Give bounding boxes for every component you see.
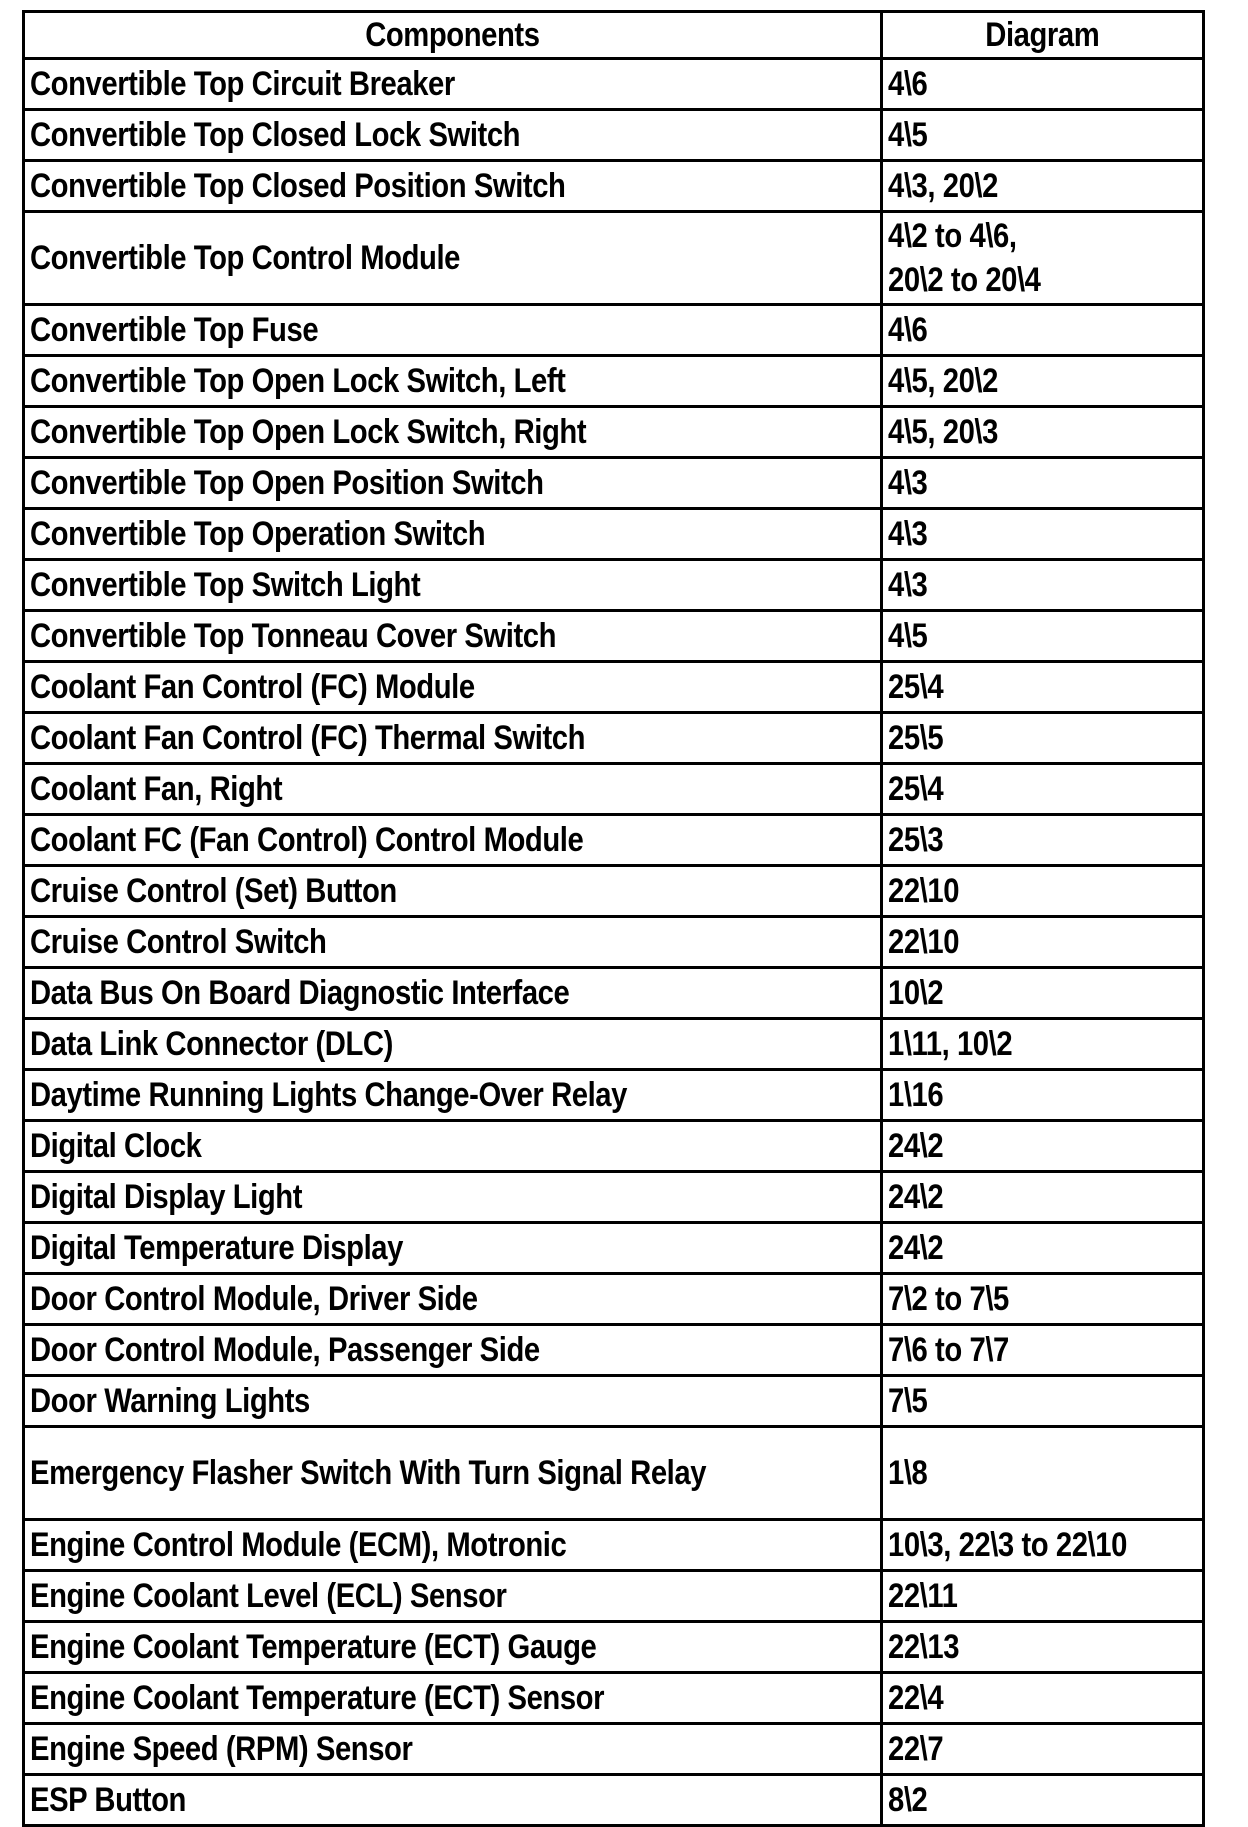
- component-cell: Engine Coolant Temperature (ECT) Sensor: [24, 1673, 882, 1724]
- diagram-cell: 22\7: [882, 1724, 1204, 1775]
- diagram-cell: 4\6: [882, 305, 1204, 356]
- diagram-cell: 25\4: [882, 662, 1204, 713]
- diagram-cell: 25\5: [882, 713, 1204, 764]
- diagram-cell: 1\8: [882, 1427, 1204, 1520]
- diagram-cell: 22\4: [882, 1673, 1204, 1724]
- diagram-cell: 4\3, 20\2: [882, 161, 1204, 212]
- table-row: [24, 1775, 1204, 1826]
- diagram-cell: 7\2 to 7\5: [882, 1274, 1204, 1325]
- diagram-cell: 22\10: [882, 917, 1204, 968]
- diagram-cell: 4\3: [882, 509, 1204, 560]
- diagram-cell: 24\2: [882, 1172, 1204, 1223]
- component-cell: Convertible Top Open Position Switch: [24, 458, 882, 509]
- component-cell: Coolant Fan, Right: [24, 764, 882, 815]
- table-row: [24, 1121, 1204, 1172]
- diagram-cell: 4\3: [882, 560, 1204, 611]
- table-row: [24, 458, 1204, 509]
- component-cell: Convertible Top Closed Lock Switch: [24, 110, 882, 161]
- diagram-cell: 25\3: [882, 815, 1204, 866]
- diagram-line: 20\2 to 20\4: [888, 261, 1041, 299]
- table-row: [24, 1376, 1204, 1427]
- table-row: [24, 1427, 1204, 1520]
- component-cell: Engine Speed (RPM) Sensor: [24, 1724, 882, 1775]
- table-row: [24, 110, 1204, 161]
- diagram-cell: 4\5: [882, 110, 1204, 161]
- table-row: [24, 1070, 1204, 1121]
- diagram-cell: 22\10: [882, 866, 1204, 917]
- table-row: [24, 59, 1204, 110]
- component-cell: ESP Button: [24, 1775, 882, 1826]
- diagram-cell: 4\6: [882, 59, 1204, 110]
- component-cell: Daytime Running Lights Change-Over Relay: [24, 1070, 882, 1121]
- table-row: [24, 356, 1204, 407]
- diagram-cell: 4\5, 20\2: [882, 356, 1204, 407]
- diagram-cell: 10\3, 22\3 to 22\10: [882, 1520, 1204, 1571]
- table-row: [24, 1622, 1204, 1673]
- component-cell: Engine Control Module (ECM), Motronic: [24, 1520, 882, 1571]
- component-cell: Convertible Top Circuit Breaker: [24, 59, 882, 110]
- diagram-cell: [882, 212, 1204, 305]
- component-cell: Digital Temperature Display: [24, 1223, 882, 1274]
- table-row: [24, 764, 1204, 815]
- table-row: [24, 1571, 1204, 1622]
- diagram-cell: 7\5: [882, 1376, 1204, 1427]
- component-table: [22, 10, 1205, 1827]
- diagram-cell: 22\13: [882, 1622, 1204, 1673]
- component-cell: Convertible Top Fuse: [24, 305, 882, 356]
- diagram-cell: 1\11, 10\2: [882, 1019, 1204, 1070]
- table-row: [24, 1019, 1204, 1070]
- table-row: [24, 917, 1204, 968]
- component-cell: Data Bus On Board Diagnostic Interface: [24, 968, 882, 1019]
- table-row: [24, 560, 1204, 611]
- diagram-cell: 4\5: [882, 611, 1204, 662]
- component-cell: Door Warning Lights: [24, 1376, 882, 1427]
- component-cell: Data Link Connector (DLC): [24, 1019, 882, 1070]
- component-cell: Engine Coolant Temperature (ECT) Gauge: [24, 1622, 882, 1673]
- table-row: [24, 611, 1204, 662]
- table-row: [24, 866, 1204, 917]
- component-cell: Cruise Control Switch: [24, 917, 882, 968]
- table-row: [24, 509, 1204, 560]
- diagram-line: 4\2 to 4\6,: [888, 217, 1017, 255]
- diagram-cell: 22\11: [882, 1571, 1204, 1622]
- header-row: [24, 12, 1204, 59]
- component-cell: Engine Coolant Level (ECL) Sensor: [24, 1571, 882, 1622]
- diagram-cell: 25\4: [882, 764, 1204, 815]
- component-cell: Emergency Flasher Switch With Turn Signal Relay: [24, 1427, 882, 1520]
- component-cell: Convertible Top Open Lock Switch, Right: [24, 407, 882, 458]
- component-cell: Door Control Module, Passenger Side: [24, 1325, 882, 1376]
- component-cell: Digital Display Light: [24, 1172, 882, 1223]
- table-row: [24, 713, 1204, 764]
- table-row: [24, 968, 1204, 1019]
- table-row: [24, 1673, 1204, 1724]
- table-row: [24, 1172, 1204, 1223]
- table-row: [24, 1223, 1204, 1274]
- table-row: [24, 161, 1204, 212]
- table-row: [24, 662, 1204, 713]
- component-cell: Coolant FC (Fan Control) Control Module: [24, 815, 882, 866]
- table-row: [24, 305, 1204, 356]
- component-cell: Convertible Top Switch Light: [24, 560, 882, 611]
- diagram-cell: 8\2: [882, 1775, 1204, 1826]
- table-row: [24, 1520, 1204, 1571]
- table-row: [24, 1274, 1204, 1325]
- diagram-cell: 24\2: [882, 1121, 1204, 1172]
- component-index-sheet: [22, 10, 1202, 1819]
- component-cell: Cruise Control (Set) Button: [24, 866, 882, 917]
- components-column-header: Components: [24, 12, 882, 59]
- component-cell: Digital Clock: [24, 1121, 882, 1172]
- table-row: [24, 407, 1204, 458]
- diagram-cell: 4\5, 20\3: [882, 407, 1204, 458]
- component-cell: Door Control Module, Driver Side: [24, 1274, 882, 1325]
- component-cell: Convertible Top Control Module: [24, 212, 882, 305]
- component-cell: Convertible Top Tonneau Cover Switch: [24, 611, 882, 662]
- diagram-cell: 1\16: [882, 1070, 1204, 1121]
- table-row: [24, 815, 1204, 866]
- table-row: [24, 212, 1204, 305]
- component-cell: Convertible Top Operation Switch: [24, 509, 882, 560]
- diagram-cell: 24\2: [882, 1223, 1204, 1274]
- component-cell: Coolant Fan Control (FC) Thermal Switch: [24, 713, 882, 764]
- diagram-cell: 7\6 to 7\7: [882, 1325, 1204, 1376]
- component-cell: Convertible Top Closed Position Switch: [24, 161, 882, 212]
- table-row: [24, 1325, 1204, 1376]
- diagram-column-header: Diagram: [882, 12, 1204, 59]
- table-row: [24, 1724, 1204, 1775]
- diagram-cell: 4\3: [882, 458, 1204, 509]
- diagram-cell: 10\2: [882, 968, 1204, 1019]
- component-cell: Coolant Fan Control (FC) Module: [24, 662, 882, 713]
- component-cell: Convertible Top Open Lock Switch, Left: [24, 356, 882, 407]
